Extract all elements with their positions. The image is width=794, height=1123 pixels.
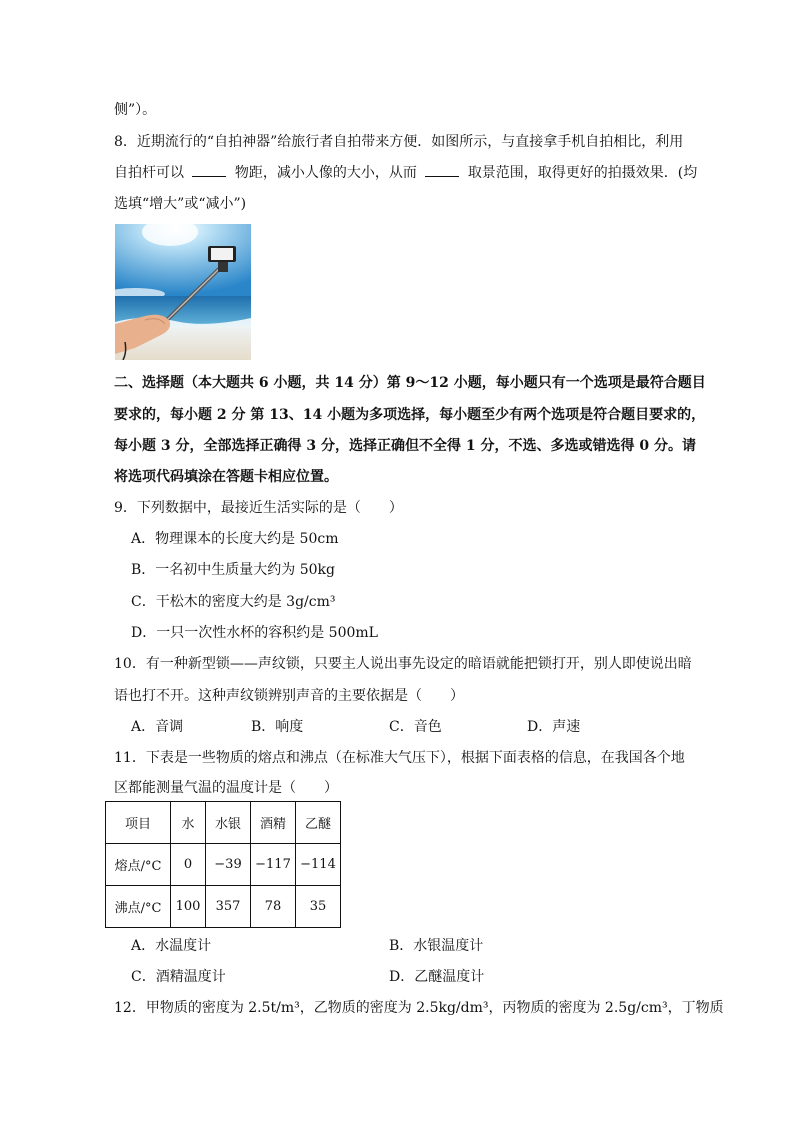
q11-option-c: C．酒精温度计 — [131, 969, 226, 985]
table-cell: 100 — [171, 886, 206, 928]
section2-instructions-line4: 将选项代码填涂在答题卡相应位置。 — [114, 469, 338, 485]
q9-option-a: A．物理课本的长度大约是 50cm — [131, 531, 339, 547]
table-cell: 沸点/°C — [106, 886, 171, 928]
table-cell: −114 — [296, 844, 341, 886]
melting-boiling-point-table — [105, 801, 341, 928]
table-cell: −39 — [206, 844, 251, 886]
q9-stem: 9．下列数据中，最接近生活实际的是（ ） — [114, 500, 403, 516]
q8-stem-line2 — [114, 163, 697, 183]
q11-option-a: A．水温度计 — [131, 938, 212, 954]
q10-stem-line1: 10．有一种新型锁——声纹锁，只要主人说出事先设定的暗语就能把锁打开，别人即使说出暗 — [114, 656, 692, 672]
selfie-stick-photo — [115, 224, 251, 360]
table-cell: 水 — [171, 802, 206, 844]
q10-stem-line2: 语也打不开。这种声纹锁辨别声音的主要依据是（ ） — [114, 688, 464, 704]
table-cell: 项目 — [106, 802, 171, 844]
table-cell: 78 — [251, 886, 296, 928]
table-row — [106, 844, 341, 886]
q8-text-part2: 物距，减小人像的大小，从而 — [234, 165, 417, 181]
q8-blank-1 — [192, 164, 226, 177]
table-cell: 水银 — [206, 802, 251, 844]
q9-option-c: C．干松木的密度大约是 3g/cm³ — [131, 594, 336, 610]
continued-text: 侧”）。 — [114, 102, 157, 118]
table-cell: 酒精 — [251, 802, 296, 844]
q11-stem-line2: 区都能测量气温的温度计是（ ） — [114, 780, 338, 796]
section2-instructions-line2: 要求的，每小题 2 分 第 13、14 小题为多项选择，每小题至少有两个选项是符合题目要求的， — [114, 407, 706, 423]
q10-option-d: D．声速 — [527, 719, 581, 735]
q11-stem-line1: 11．下表是一些物质的熔点和沸点（在标准大气压下），根据下面表格的信息，在我国各个地 — [114, 750, 685, 766]
q10-option-a: A．音调 — [131, 719, 184, 735]
table-cell: 熔点/°C — [106, 844, 171, 886]
q11-option-b: B．水银温度计 — [389, 938, 484, 954]
q8-stem-line3: 选填“增大”或“减小”) — [114, 196, 247, 212]
q12-stem: 12．甲物质的密度为 2.5t/m³，乙物质的密度为 2.5kg/dm³，丙物质的密度为 2.5g/cm³，丁物质 — [114, 1000, 724, 1016]
table-cell: 35 — [296, 886, 341, 928]
table-row — [106, 886, 341, 928]
table-cell: 357 — [206, 886, 251, 928]
q8-blank-2 — [425, 164, 459, 177]
q10-option-b: B．响度 — [251, 719, 304, 735]
q8-text-part1: 自拍杆可以 — [114, 165, 184, 181]
q8-text-part3: 取景范围，取得更好的拍摄效果．(均 — [467, 165, 698, 181]
q10-option-c: C．音色 — [389, 719, 442, 735]
q9-option-d: D．一只一次性水杯的容积约是 500mL — [131, 625, 378, 641]
table-cell: 乙醚 — [296, 802, 341, 844]
section2-instructions-line1: 二、选择题（本大题共 6 小题，共 14 分）第 9～12 小题，每小题只有一个选项是最符合题目 — [114, 375, 706, 391]
table-cell: 0 — [171, 844, 206, 886]
q11-option-d: D．乙醚温度计 — [389, 969, 485, 985]
table-header-row — [106, 802, 341, 844]
table-cell: −117 — [251, 844, 296, 886]
q9-option-b: B．一名初中生质量大约为 50kg — [131, 562, 335, 578]
section2-instructions-line3: 每小题 3 分，全部选择正确得 3 分，选择正确但不全得 1 分，不选、多选或错选得 0 分。请 — [114, 438, 696, 454]
q8-stem-line1: 8．近期流行的“自拍神器”给旅行者自拍带来方便．如图所示，与直接拿手机自拍相比，利用 — [114, 134, 684, 150]
